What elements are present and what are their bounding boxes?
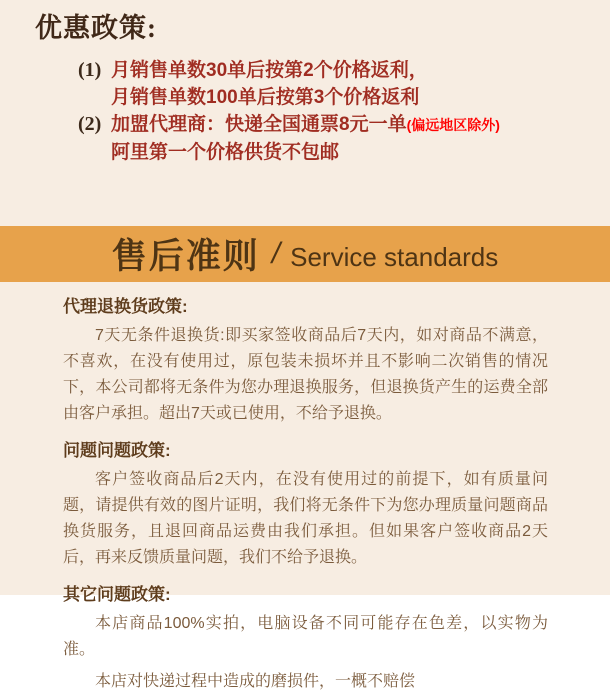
promo-item-1 bbox=[78, 57, 610, 111]
promo-item-2-remote-area-note: (偏远地区除外) bbox=[406, 117, 500, 133]
promo-section bbox=[0, 0, 610, 166]
policy-other-heading: 其它问题政策: bbox=[63, 585, 171, 604]
policy-returns-heading: 代理退换货政策: bbox=[63, 297, 188, 316]
policy-returns-paragraph: 7天无条件退换货:即买家签收商品后7天内，如对商品不满意，不喜欢，在没有使用过，原包装未损坏并且不影响二次销售的情况下，本公司都将无条件为您办理退换服务，但退换货产生的运费全部由客户承担。超出7天或已使用，不给予退换。 bbox=[63, 327, 548, 422]
promo-item-2-number: (2) bbox=[78, 113, 102, 135]
promo-item-1-lines bbox=[111, 57, 610, 111]
policy-quality-paragraph: 客户签收商品后2天内，在没有使用过的前提下，如有质量问题，请提供有效的图片证明，我们将无条件下为您办理质量问题商品换货服务，且退回商品运费由我们承担。但如果客户签收商品2天后，再来反馈质量问题，我们不给予退换。 bbox=[63, 471, 548, 566]
policy-other-paragraph-1: 本店商品100%实拍，电脑设备不同可能存在色差，以实物为准。 bbox=[63, 615, 548, 658]
policy-section-returns bbox=[63, 296, 548, 427]
banner-divider-slash: / bbox=[271, 237, 281, 270]
promo-item-1-line-1: 月销售单数30单后按第2个价格返利， bbox=[111, 60, 428, 81]
promo-item-2-lines bbox=[111, 111, 610, 166]
promo-item-1-number: (1) bbox=[78, 59, 102, 81]
promo-item-2 bbox=[78, 111, 610, 166]
promo-item-2-line-2: 阿里第一个价格供货不包邮 bbox=[111, 142, 340, 163]
banner-title-chinese: 售后准则 bbox=[111, 237, 260, 276]
service-standards-banner bbox=[0, 226, 610, 282]
promo-item-2-line-1 bbox=[111, 111, 610, 139]
policy-other-paragraph-2: 本店对快递过程中造成的磨损件，一概不赔偿 bbox=[95, 673, 416, 690]
promo-list bbox=[78, 57, 610, 166]
promo-item-2-line-1-text: 加盟代理商：快递全国通票8元一单 bbox=[111, 114, 407, 135]
banner-title-english: Service standards bbox=[290, 241, 499, 272]
policy-section-quality-issues bbox=[63, 440, 548, 571]
policy-section-other bbox=[63, 584, 548, 695]
promo-item-1-line-2: 月销售单数100单后按第3个价格返利 bbox=[111, 87, 420, 108]
policy-sections bbox=[0, 282, 610, 695]
policy-quality-heading: 问题问题政策: bbox=[63, 441, 171, 460]
promo-title: 优惠政策: bbox=[35, 13, 157, 43]
